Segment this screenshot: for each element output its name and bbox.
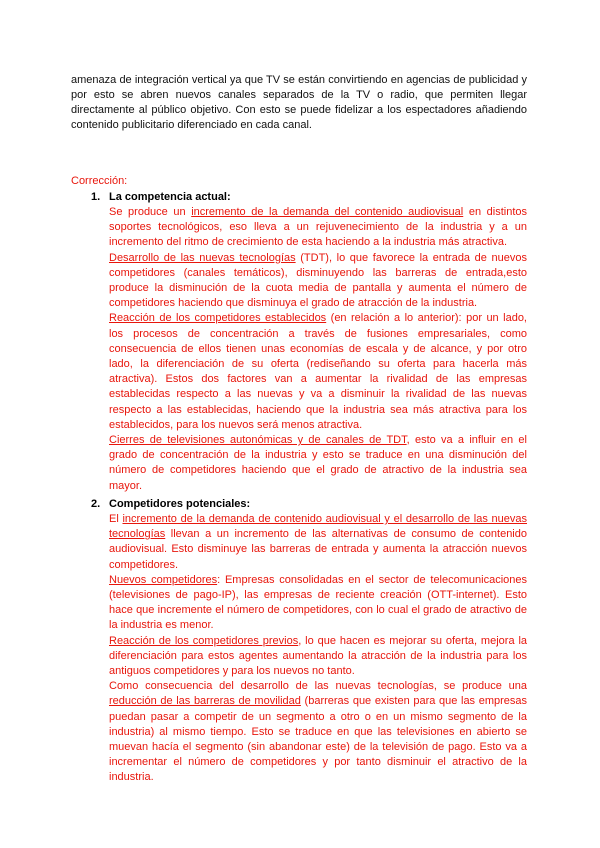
section-number: 1. <box>91 191 101 203</box>
underlined-term: Nuevos competidores <box>109 573 218 586</box>
text-run: (TDT), lo que favorece la entrada de nuevos competidores (canales temáticos), disminuyendo las barreras de entrada,esto produce la disminución de la cuota media de pantalla y aumenta el número de competidores haciendo que disminuya el grado de atracción de la industria. <box>109 251 527 310</box>
paragraph <box>109 573 527 634</box>
text-run: , esto va a influir en el grado de concentración de la industria y esto se traduce en una disminución del número de competidores haciendo que el grado de atractivo de la industria sea mayor. <box>109 434 527 492</box>
section-body <box>109 512 527 786</box>
text-run: : Empresas consolidadas en el sector de telecomunicaciones (televisiones de pago-IP), las empresas de reciente creación (OTT-internet). Esto hace que incremente el número de competidores, con lo cual el grado de atractivo de la industria es menor. <box>109 573 527 632</box>
paragraph <box>109 679 527 785</box>
paragraph <box>109 634 527 680</box>
paragraph <box>109 311 527 433</box>
text-run: llevan a un incremento de las alternativas de consumo de contenido audiovisual. Esto disminuye las barreras de entrada y aumenta la atracción nuevos competidores. <box>109 528 527 571</box>
text-run: Se produce un <box>109 206 192 218</box>
text-run: El <box>109 513 123 525</box>
paragraph <box>109 512 527 573</box>
underlined-term: Desarrollo de las nuevas tecnologías <box>109 251 296 264</box>
underlined-term: reducción de las barreras de movilidad <box>109 695 301 708</box>
text-run: (barreras que existen para que las empresas puedan pasar a competir de un segmento a otro o en un mismo segmento de la industria) al mismo tiempo. Esto se traduce en que las televisiones en abierto se muevan hacía el segmento (sin abandonar este) de la televisión de pago. Esto va a incrementar el número de competidores y por tanto disminuir el atractivo de la industria. <box>109 695 528 784</box>
underlined-term: Reacción de los competidores previos <box>109 634 299 647</box>
section-competencia-actual <box>91 190 527 494</box>
intro-paragraph: amenaza de integración vertical ya que TV se están convirtiendo en agencias de publicidad y por esto se abren nuevos canales separados de la TV o radio, que permiten llegar directamente al público objetivo. Con esto se puede fidelizar a los espectadores añadiendo contenido publicitario diferenciado en cada canal. <box>71 74 527 131</box>
underlined-term: Cierres de televisiones autonómicas y de canales de TDT <box>109 434 407 447</box>
section-number: 2. <box>91 498 101 510</box>
text-run: en distintos soportes tecnológicos, eso lleva a un rejuvenecimiento de la industria y a un incremento del ritmo de crecimiento de esta haciendo a la industria más atractiva. <box>109 206 527 249</box>
text-run: Como consecuencia del desarrollo de las nuevas tecnologías, se produce una <box>109 680 527 693</box>
section-competidores-potenciales <box>91 497 527 786</box>
correction-label: Corrección: <box>71 175 128 187</box>
section-heading <box>91 190 527 205</box>
underlined-term: incremento de la demanda de contenido audiovisual y el desarrollo de las nuevas tecnologías <box>109 513 527 541</box>
paragraph <box>109 251 527 312</box>
section-body <box>109 205 527 494</box>
paragraph <box>109 205 527 251</box>
text-run: (en relación a lo anterior): por un lado, los procesos de concentración a través de fusiones empresariales, como consecuencia de ellos tienen unas economías de escala y de alcance, y por otro lado, la diferenciación de su oferta (rediseñando su oferta para hacerla más atractiva). Estos dos factores van a aumentar la rivalidad de las empresas establecidas respecto a las nuevas y va a disminuir la rivalidad de las nuevas respecto a las establecidas, haciendo que la industria sea más atractiva para los establecidos, para los nuevos será menos atractiva. <box>109 312 527 431</box>
section-title: La competencia actual: <box>109 191 231 203</box>
text-run: , lo que hacen es mejorar su oferta, mejora la diferenciación para estos agentes aumentando la atracción de la industria para los antiguos competidores y para los nuevos no tanto. <box>109 634 528 678</box>
underlined-term: Reacción de los competidores establecidos <box>109 312 327 325</box>
paragraph <box>109 433 527 494</box>
underlined-term: incremento de la demanda del contenido audiovisual <box>191 206 464 218</box>
section-title: Competidores potenciales: <box>109 498 251 510</box>
section-heading <box>91 497 527 512</box>
